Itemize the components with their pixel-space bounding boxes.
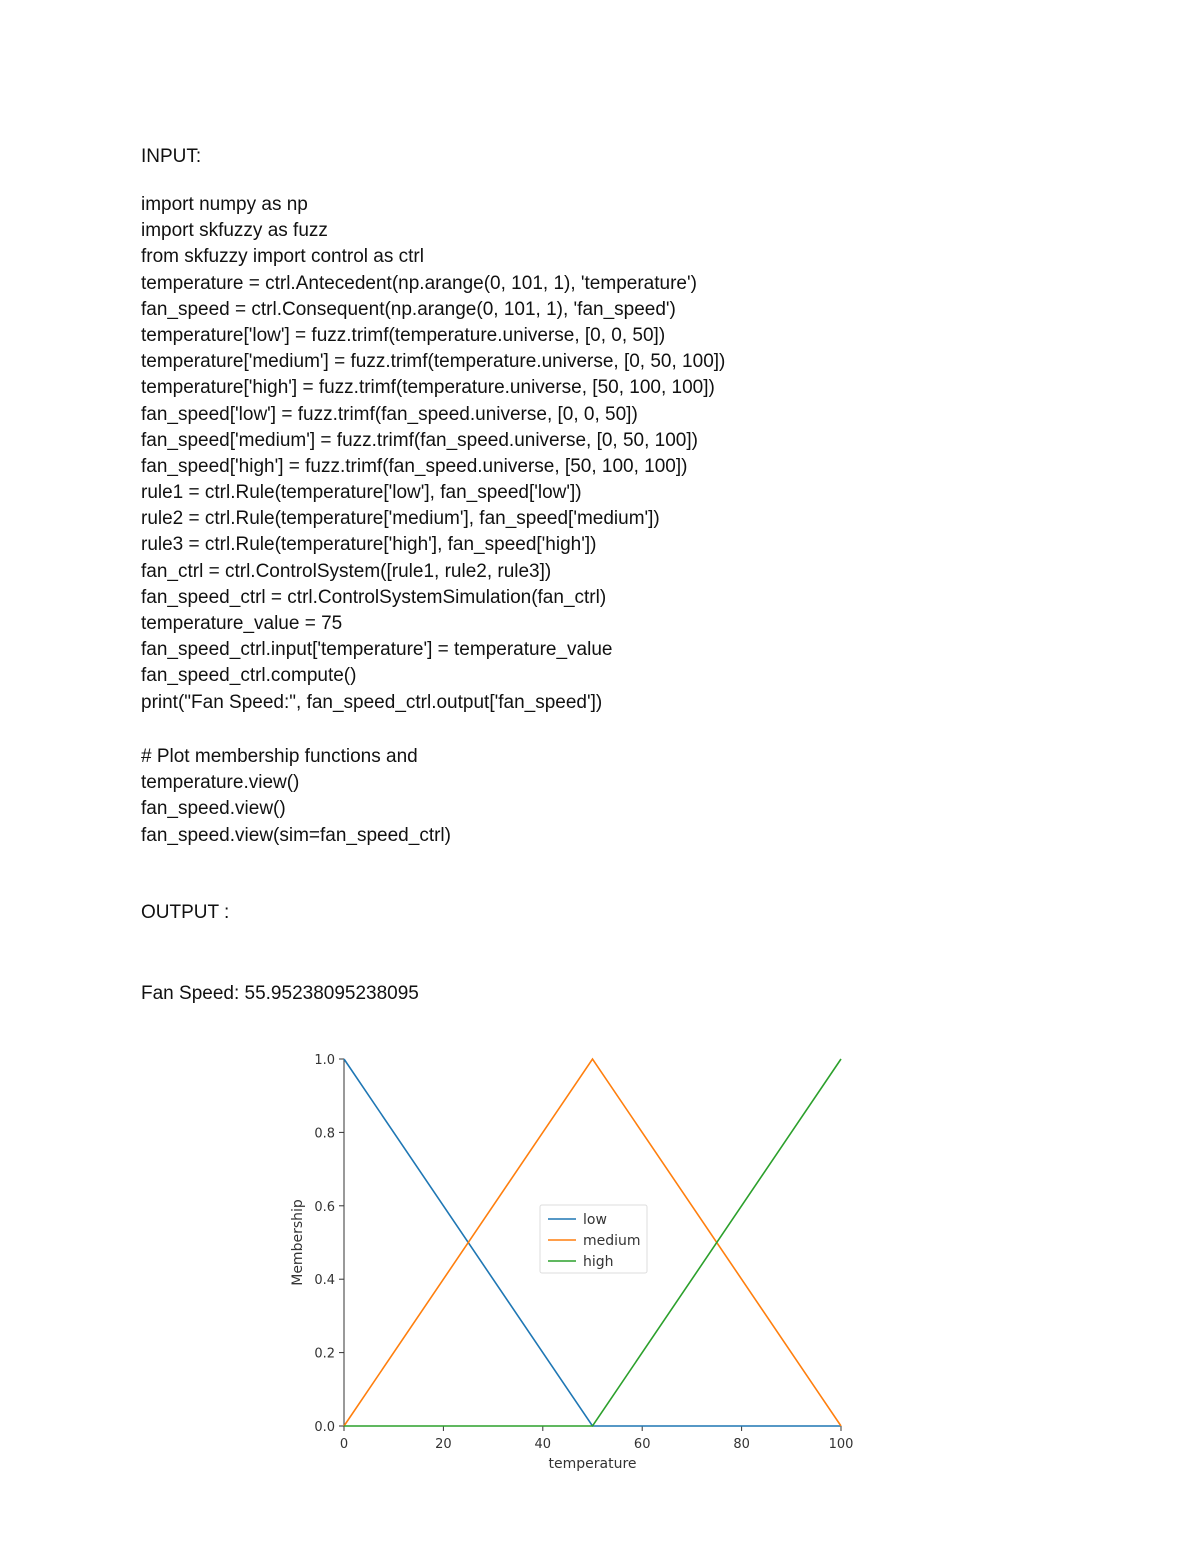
legend-label-high: high (583, 1254, 614, 1270)
input-heading: INPUT: (141, 146, 202, 167)
code-line: fan_speed.view(sim=fan_speed_ctrl) (141, 824, 451, 846)
code-line: temperature['medium'] = fuzz.trimf(temperature.universe, [0, 50, 100]) (141, 351, 726, 373)
x-tick-label: 100 (828, 1437, 854, 1452)
y-axis-label: Membership (290, 1199, 306, 1286)
x-axis-label: temperature (548, 1456, 637, 1472)
x-tick-label: 20 (435, 1437, 452, 1452)
fan-speed-result: Fan Speed: 55.95238095238095 (141, 983, 419, 1004)
x-tick-label: 0 (339, 1437, 349, 1452)
code-line: from skfuzzy import control as ctrl (141, 246, 424, 268)
code-line: fan_speed['medium'] = fuzz.trimf(fan_speed.universe, [0, 50, 100]) (141, 429, 698, 451)
code-line: rule1 = ctrl.Rule(temperature['low'], fan_speed['low']) (141, 482, 582, 504)
code-line: fan_speed = ctrl.Consequent(np.arange(0, 101, 1), 'fan_speed') (141, 298, 676, 320)
code-line: import numpy as np (141, 194, 308, 215)
code-line: fan_ctrl = ctrl.ControlSystem([rule1, rule2, rule3]) (141, 560, 552, 582)
code-line: rule3 = ctrl.Rule(temperature['high'], fan_speed['high']) (141, 534, 597, 556)
code-line: print("Fan Speed:", fan_speed_ctrl.output['fan_speed']) (141, 691, 603, 713)
code-block (141, 192, 725, 716)
x-tick-label: 40 (534, 1437, 552, 1452)
code-line: import skfuzzy as fuzz (141, 220, 328, 242)
x-tick-label: 80 (733, 1437, 750, 1452)
y-tick-label: 0.4 (314, 1273, 335, 1289)
legend-label-medium: medium (583, 1233, 641, 1249)
legend-label-low: low (583, 1212, 607, 1228)
y-tick-label: 0.6 (314, 1199, 335, 1215)
y-tick-label: 1.0 (314, 1053, 335, 1068)
output-heading: OUTPUT : (141, 902, 230, 923)
code-line: temperature['low'] = fuzz.trimf(temperature.universe, [0, 0, 50]) (141, 324, 666, 346)
membership-chart-svg (280, 1040, 880, 1480)
code-line: fan_speed_ctrl.compute() (141, 665, 357, 687)
x-tick-label: 60 (633, 1437, 651, 1452)
code-line: fan_speed['high'] = fuzz.trimf(fan_speed.universe, [50, 100, 100]) (141, 455, 688, 477)
code-line: fan_speed['low'] = fuzz.trimf(fan_speed.universe, [0, 0, 50]) (141, 403, 638, 425)
y-tick-label: 0.2 (314, 1346, 335, 1362)
code-line: temperature.view() (141, 772, 300, 794)
code-line: rule2 = ctrl.Rule(temperature['medium'], fan_speed['medium']) (141, 508, 660, 530)
code-line: temperature_value = 75 (141, 613, 343, 634)
code-line: temperature = ctrl.Antecedent(np.arange(0, 101, 1), 'temperature') (141, 272, 697, 294)
code-line: fan_speed_ctrl.input['temperature'] = temperature_value (141, 639, 613, 661)
plot-code-block (141, 744, 451, 849)
membership-chart (280, 1040, 880, 1480)
y-tick-label: 0.8 (314, 1126, 335, 1142)
y-tick-label: 0.0 (314, 1420, 335, 1435)
code-line: temperature['high'] = fuzz.trimf(temperature.universe, [50, 100, 100]) (141, 377, 715, 399)
code-line: # Plot membership functions and (141, 746, 418, 767)
code-line: fan_speed.view() (141, 798, 286, 820)
code-line: fan_speed_ctrl = ctrl.ControlSystemSimulation(fan_ctrl) (141, 586, 607, 608)
